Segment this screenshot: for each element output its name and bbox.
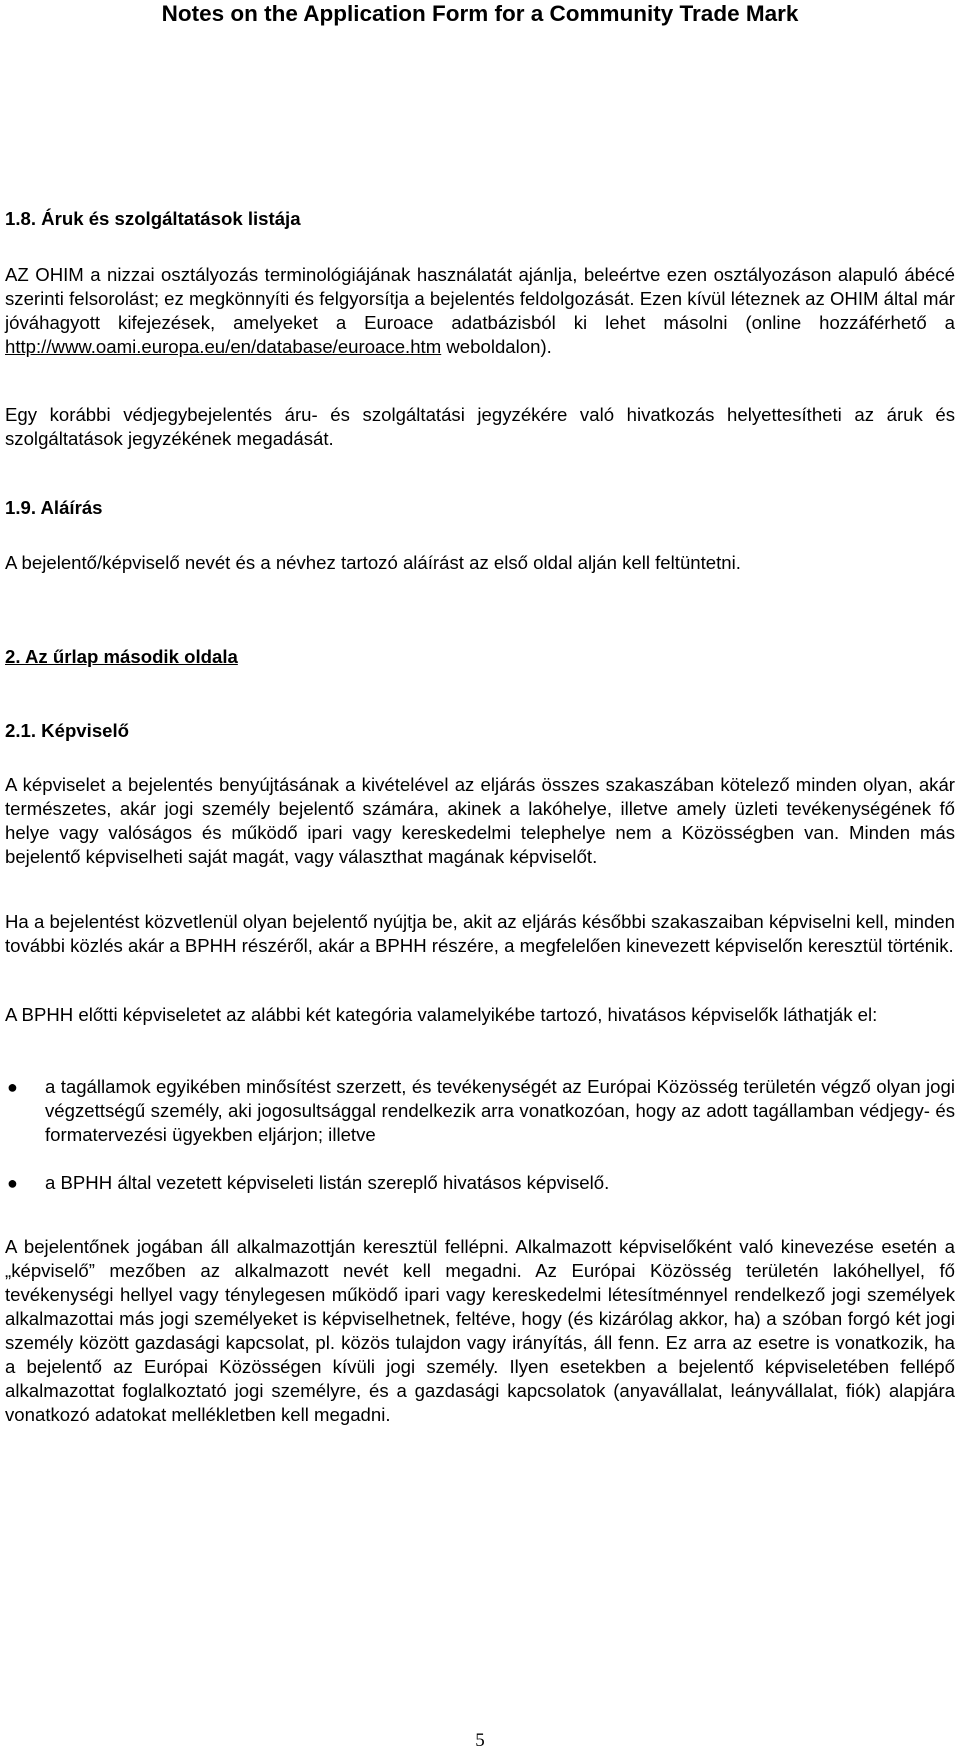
page-header: Notes on the Application Form for a Community Trade Mark: [161, 1, 799, 26]
section-1-8-paragraph-2: Egy korábbi védjegybejelentés áru- és szolgáltatási jegyzékére való hivatkozás helyettesítheti az áruk és szolgáltatások jegyzékének megadását.: [5, 404, 955, 449]
section-1-8-heading: 1.8. Áruk és szolgáltatások listája: [5, 208, 301, 229]
section-2-1-heading: 2.1. Képviselő: [5, 720, 130, 741]
list-item: [5, 1075, 955, 1147]
list-item-text: a BPHH által vezetett képviseleti listán szereplő hivatásos képviselő.: [45, 1172, 610, 1193]
section-2-1-paragraph-1: A képviselet a bejelentés benyújtásának a kivételével az eljárás összes szakaszában kötelező minden olyan, akár természetes, akár jogi személy bejelentő számára, akinek a lakóhelye, illetve amely üzleti tevékenységének fő helye vagy valóságos és működő ipari vagy kereskedelmi telephelye nem a Közösségben van. Minden más bejelentő képviselheti saját magát, vagy választhat magának képviselőt.: [5, 774, 955, 867]
section-2-1-paragraph-3: A BPHH előtti képviseletet az alábbi két kategória valamelyikébe tartozó, hivatásos képviselők láthatják el:: [5, 1004, 878, 1025]
page-number: 5: [475, 1730, 485, 1751]
bullet-icon: ●: [7, 1173, 18, 1193]
section-2-1-paragraph-4: A bejelentőnek jogában áll alkalmazottján keresztül fellépni. Alkalmazott képviselőként való kinevezése esetén a „képviselő” mezőben az alkalmazott nevét kell megadni. Az Európai Közösség területén lakóhellyel, fő tevékenységi hellyel vagy ténylegesen működő ipari vagy kereskedelmi létesítménnyel rendelkező jogi személyek alkalmazottai más jogi személyeket is képviselhetnek, feltéve, hogy (és kizárólag akkor, ha) a szóban forgó két jogi személy között gazdasági kapcsolat, pl. közös tulajdon vagy irányítás, áll fenn. Ez arra az esetre is vonatkozik, ha a bejelentő az Európai Közösségen kívüli jogi személy. Ilyen esetekben a bejelentő képviseletében fellépő alkalmazottat foglalkoztató jogi személyre, és a gazdasági kapcsolatok (anyavállalat, leányvállalat, fiók) alapjára vonatkozó adatokat mellékletben kell megadni.: [5, 1236, 955, 1425]
section-1-9-paragraph-1: A bejelentő/képviselő nevét és a névhez tartozó aláírást az első oldal alján kell feltüntetni.: [5, 552, 741, 573]
section-1-9-heading: 1.9. Aláírás: [5, 497, 103, 518]
section-1-8-paragraph-1-tail: weboldalon).: [441, 336, 552, 357]
section-1-8-paragraph-1-text: AZ OHIM a nizzai osztályozás terminológiájának használatát ajánlja, beleértve ezen osztályozáson alapuló ábécé szerinti felsorolást; ez megkönnyíti és felgyorsítja a bejelentés feldolgozását. Ezen kívül léteznek az OHIM által már jóváhagyott kifejezések, amelyeket a Euroace adatbázisból ki lehet másolni (online hozzáférhető a: [5, 264, 955, 333]
list-item-text: a tagállamok egyikében minősítést szerzett, és tevékenységét az Európai Közösség területén végző olyan jogi végzettségű személy, aki jogosultsággal rendelkezik arra vonatkozóan, hogy az adott tagállamban védjegy- és formatervezési ügyekben eljárjon; illetve: [45, 1076, 955, 1145]
section-1-8-paragraph-1: [5, 263, 955, 359]
bullet-icon: ●: [7, 1077, 18, 1097]
euroace-link[interactable]: http://www.oami.europa.eu/en/database/euroace.htm: [5, 336, 442, 357]
section-2-1-paragraph-2: Ha a bejelentést közvetlenül olyan bejelentő nyújtja be, akit az eljárás későbbi szakaszaiban képviselni kell, minden további közlés akár a BPHH részéről, akár a BPHH részére, a megfelelően kinevezett képviselőn keresztül történik.: [5, 911, 955, 956]
section-2-heading: 2. Az űrlap második oldala: [5, 646, 238, 667]
list-item: [5, 1171, 955, 1195]
